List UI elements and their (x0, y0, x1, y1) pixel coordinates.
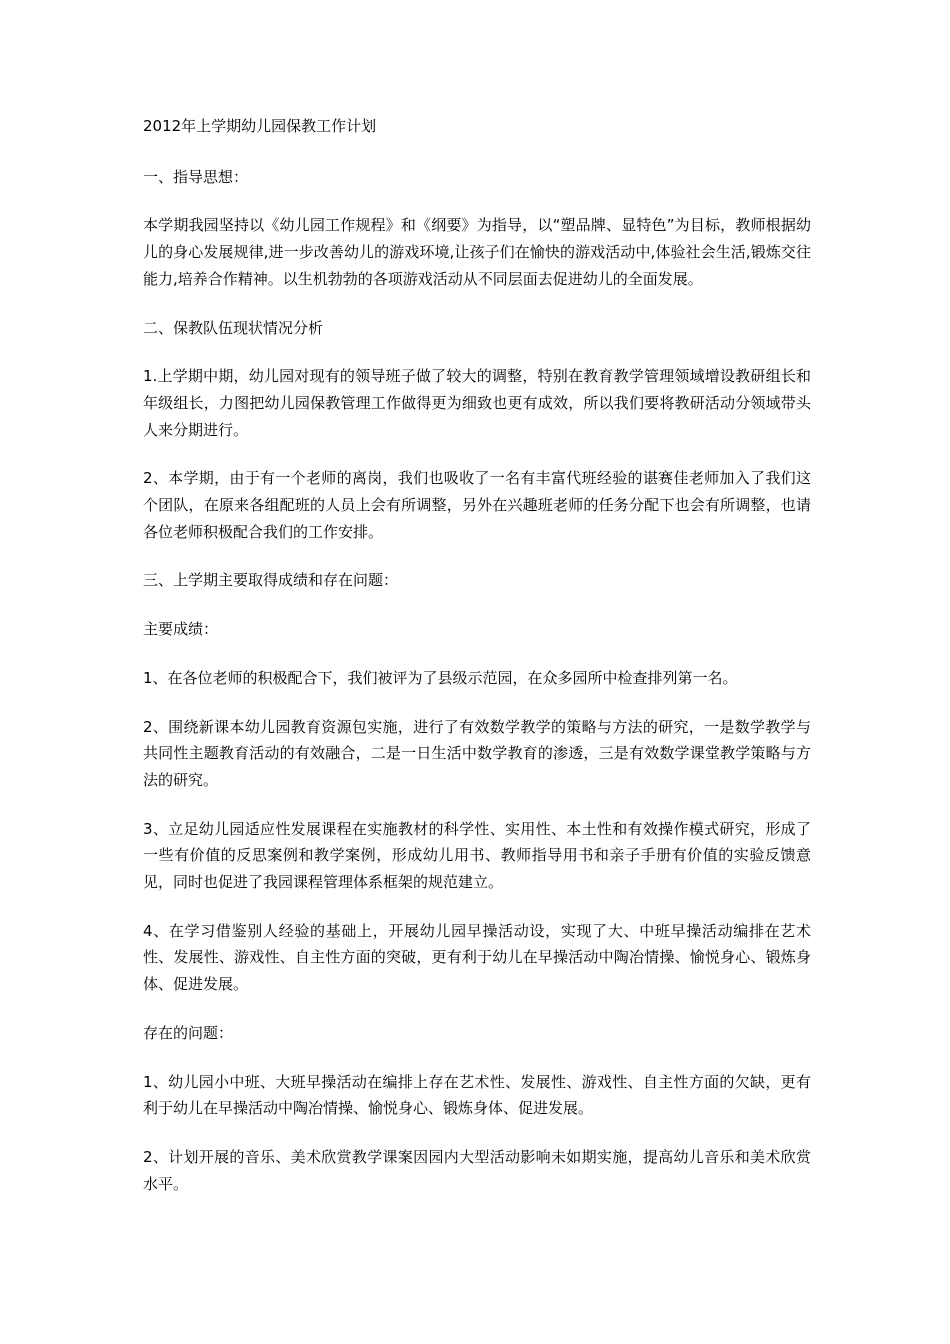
achievement-item: 1、在各位老师的积极配合下，我们被评为了县级示范园，在众多园所中检查排列第一名。 (143, 668, 738, 687)
document-page (143, 113, 811, 1219)
achievements-heading: 主要成绩： (143, 620, 219, 639)
section2-paragraph: 2、本学期，由于有一个老师的离岗，我们也吸收了一名有丰富代班经验的谌赛佳老师加入了我们这个团队，在原来各组配班的人员上会有所调整，另外在兴趣班老师的任务分配下也会有所调整，也请各位老师积极配合我们的工作安排。 (143, 469, 811, 541)
problem-item: 1、幼儿园小中班、大班早操活动在编排上存在艺术性、发展性、游戏性、自主性方面的欠缺，更有利于幼儿在早操活动中陶冶情操、愉悦身心、锻炼身体、促进发展。 (143, 1072, 811, 1118)
section2-paragraph: 1.上学期中期，幼儿园对现有的领导班子做了较大的调整，特别在教育教学管理领域增设教研组长和年级组长，力图把幼儿园保教管理工作做得更为细致也更有成效，所以我们要将教研活动分领域带头人来分期进行。 (143, 367, 811, 439)
section1-body: 本学期我园坚持以《幼儿园工作规程》和《纲要》为指导，以“塑品牌、显特色”为目标，教师根据幼儿的身心发展规律,进一步改善幼儿的游戏环境,让孩子们在愉快的游戏活动中,体验社会生活,锻炼交往能力,培养合作精神。以生机勃勃的各项游戏活动从不同层面去促进幼儿的全面发展。 (143, 216, 811, 288)
document-title: 2012年上学期幼儿园保教工作计划 (143, 117, 377, 135)
problem-item: 2、计划开展的音乐、美术欣赏教学课案因园内大型活动影响未如期实施，提高幼儿音乐和美术欣赏水平。 (143, 1147, 811, 1193)
achievement-item: 2、围绕新课本幼儿园教育资源包实施，进行了有效数学教学的策略与方法的研究，一是数学教学与共同性主题教育活动的有效融合，二是一日生活中数学教育的渗透，三是有效数学课堂教学策略与方法的研究。 (143, 717, 811, 789)
section1-heading: 一、指导思想： (143, 167, 249, 186)
achievement-item: 4、在学习借鉴别人经验的基础上，开展幼儿园早操活动设，实现了大、中班早操活动编排在艺术性、发展性、游戏性、自主性方面的突破，更有利于幼儿在早操活动中陶冶情操、愉悦身心、锻炼身体、促进发展。 (143, 921, 811, 994)
problems-heading: 存在的问题： (143, 1023, 234, 1042)
section2-heading: 二、保教队伍现状情况分析 (143, 318, 324, 337)
achievement-item: 3、立足幼儿园适应性发展课程在实施教材的科学性、实用性、本土性和有效操作模式研究，形成了一些有价值的反思案例和教学案例，形成幼儿用书、教师指导用书和亲子手册有价值的实验反馈意见，同时也促进了我园课程管理体系框架的规范建立。 (143, 819, 811, 892)
section3-heading: 三、上学期主要取得成绩和存在问题： (143, 571, 399, 590)
